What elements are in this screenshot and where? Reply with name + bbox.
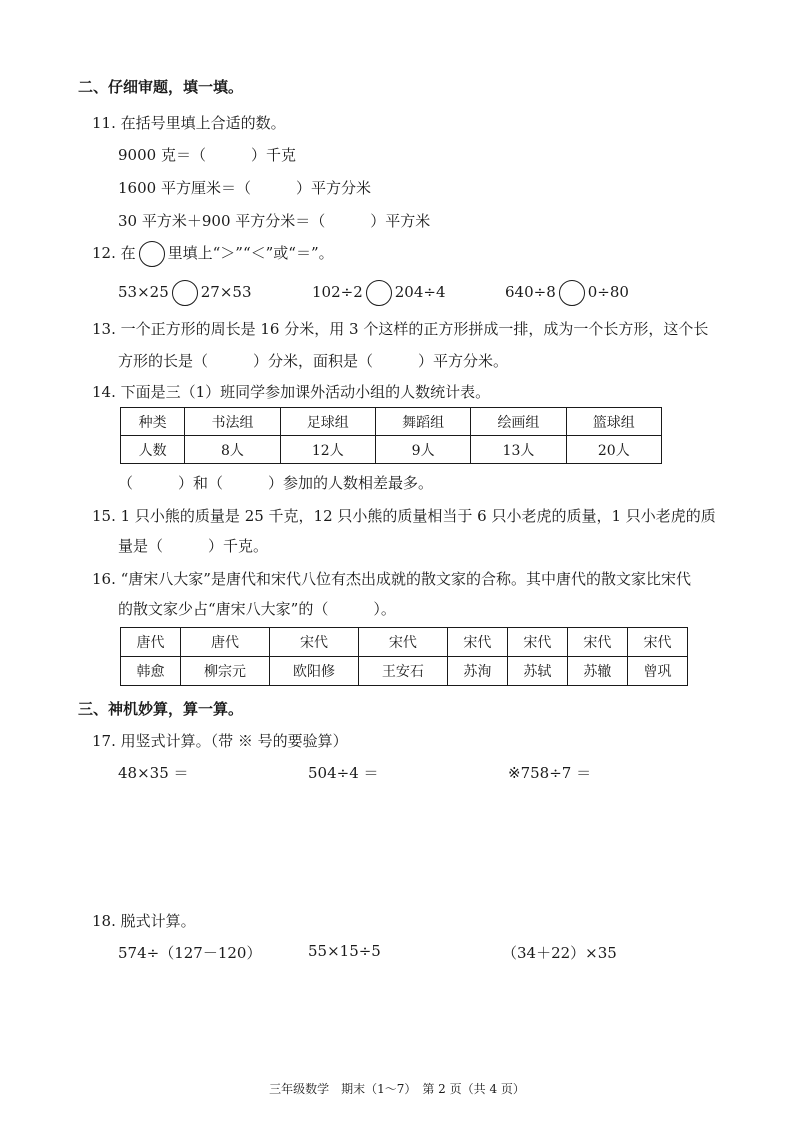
q12-label-before: 12. 在 <box>92 244 136 262</box>
table-header-cell: 种类 <box>121 408 185 436</box>
q12-label-after: 里填上“＞”“＜”或“＝”。 <box>167 244 334 262</box>
q12-item-3-right: 0÷80 <box>587 283 629 301</box>
q12-label <box>92 241 334 267</box>
table-header-cell: 宋代 <box>627 628 687 657</box>
table-header-cell: 宋代 <box>567 628 627 657</box>
q17-item-1: 48×35 ＝ <box>118 764 189 782</box>
table-header-cell: 篮球组 <box>566 408 661 436</box>
q11-label: 11. 在括号里填上合适的数。 <box>92 114 286 132</box>
q15-line1: 15. 1 只小熊的质量是 25 千克，12 只小熊的质量相当于 6 只小老虎的质量，1 只小老虎的质 <box>92 507 716 525</box>
q12-item-3 <box>505 280 629 306</box>
table-cell: 韩愈 <box>121 657 181 686</box>
q12-item-2 <box>312 280 446 306</box>
q18-item-3: （34＋22）×35 <box>502 944 617 962</box>
table-header-cell: 足球组 <box>280 408 375 436</box>
table-cell: 8人 <box>185 436 280 464</box>
table-header-cell: 书法组 <box>185 408 280 436</box>
q12-item-2-right: 204÷4 <box>394 283 446 301</box>
table-cell: 12人 <box>280 436 375 464</box>
answer-circle[interactable] <box>172 280 198 306</box>
q11-line2: 1600 平方厘米＝（ ）平方分米 <box>118 179 371 197</box>
section-2-title: 二、仔细审题，填一填。 <box>78 78 244 96</box>
q14-answer: （ ）和（ ）参加的人数相差最多。 <box>118 474 434 492</box>
q18-label: 18. 脱式计算。 <box>92 912 196 930</box>
table-header-cell: 唐代 <box>181 628 270 657</box>
answer-circle[interactable] <box>559 280 585 306</box>
table-header-cell: 唐代 <box>121 628 181 657</box>
table-cell: 王安石 <box>358 657 447 686</box>
table-cell: 9人 <box>375 436 470 464</box>
table-cell: 苏辙 <box>567 657 627 686</box>
q12-item-1-right: 27×53 <box>200 283 252 301</box>
table-cell: 苏轼 <box>507 657 567 686</box>
q14-label: 14. 下面是三（1）班同学参加课外活动小组的人数统计表。 <box>92 383 491 401</box>
table-cell: 曾巩 <box>627 657 687 686</box>
q16-line1: 16. “唐宋八大家”是唐代和宋代八位有杰出成就的散文家的合称。其中唐代的散文家比宋代 <box>92 570 691 588</box>
q12-item-1 <box>118 280 252 306</box>
table-cell: 苏洵 <box>447 657 507 686</box>
q18-item-2: 55×15÷5 <box>308 942 381 960</box>
table-header-cell: 宋代 <box>358 628 447 657</box>
table-header-cell: 宋代 <box>507 628 567 657</box>
q17-item-3: ※758÷7 ＝ <box>508 764 592 782</box>
q16-line2: 的散文家少占“唐宋八大家”的（ ）。 <box>118 600 396 618</box>
table-header-cell: 宋代 <box>269 628 358 657</box>
q17-item-2: 504÷4 ＝ <box>308 764 379 782</box>
q11-line1: 9000 克＝（ ）千克 <box>118 146 296 164</box>
table-cell: 人数 <box>121 436 185 464</box>
table-header-cell: 宋代 <box>447 628 507 657</box>
q11-line3: 30 平方米＋900 平方分米＝（ ）平方米 <box>118 212 431 230</box>
table-cell: 欧阳修 <box>269 657 358 686</box>
activity-table <box>120 407 662 464</box>
section-3-title: 三、神机妙算，算一算。 <box>78 700 244 718</box>
table-header-cell: 绘画组 <box>471 408 566 436</box>
writers-table <box>120 627 688 686</box>
q12-item-2-left: 102÷2 <box>312 283 363 301</box>
q13-line1: 13. 一个正方形的周长是 16 分米，用 3 个这样的正方形拼成一排，成为一个长方形，这个长 <box>92 320 709 338</box>
page-footer: 三年级数学 期末（1～7） 第 2 页（共 4 页） <box>269 1082 525 1096</box>
table-cell: 柳宗元 <box>181 657 270 686</box>
q12-item-3-left: 640÷8 <box>505 283 556 301</box>
table-cell: 20人 <box>566 436 661 464</box>
q12-item-1-left: 53×25 <box>118 283 169 301</box>
table-cell: 13人 <box>471 436 566 464</box>
compare-circle-icon <box>139 241 165 267</box>
q15-line2: 量是（ ）千克。 <box>118 537 269 555</box>
q18-item-1: 574÷（127－120） <box>118 944 262 962</box>
q13-line2: 方形的长是（ ）分米，面积是（ ）平方分米。 <box>118 352 509 370</box>
q17-label: 17. 用竖式计算。（带 ※ 号的要验算） <box>92 732 348 750</box>
table-header-cell: 舞蹈组 <box>375 408 470 436</box>
answer-circle[interactable] <box>366 280 392 306</box>
